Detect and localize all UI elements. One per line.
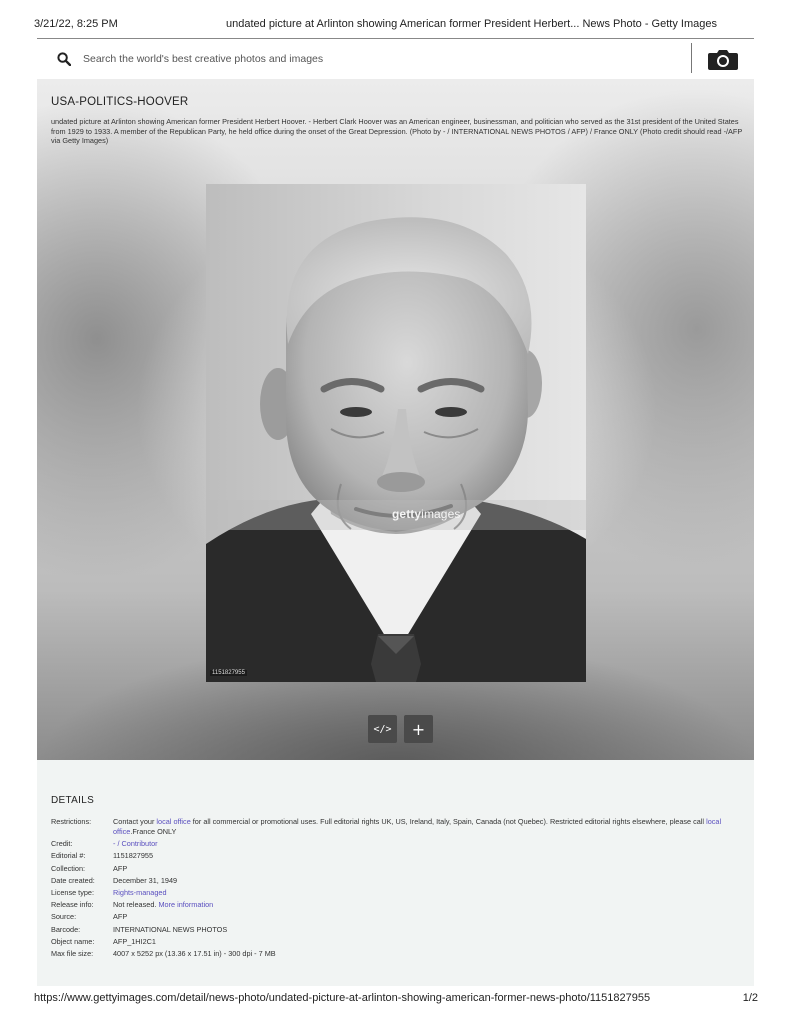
credit-link[interactable]: - / Contributor: [113, 839, 158, 848]
print-page-title: undated picture at Arlinton showing American former President Herbert... News Photo - Getty Images: [226, 18, 717, 30]
barcode-value: INTERNATIONAL NEWS PHOTOS: [113, 925, 228, 934]
editorial-value: 1151827955: [113, 851, 154, 860]
release-info-value: Not released. More information: [113, 900, 214, 909]
max-file-size-value: 4007 x 5252 px (13.36 x 17.51 in) - 300 dpi - 7 MB: [113, 949, 276, 958]
date-created-label: Date created:: [51, 876, 95, 885]
search-divider: [691, 43, 692, 73]
local-office-link-2[interactable]: local office: [113, 817, 722, 836]
getty-watermark: gettyimages: [392, 507, 461, 521]
max-file-size-label: Max file size:: [51, 949, 94, 958]
search-icon[interactable]: [57, 52, 71, 66]
local-office-link[interactable]: local office: [156, 817, 191, 826]
details-heading: DETAILS: [51, 795, 95, 806]
object-name-value: AFP_1HI2C1: [113, 937, 156, 946]
source-label: Source:: [51, 912, 77, 921]
more-information-link[interactable]: More information: [158, 900, 214, 909]
source-value: AFP: [113, 912, 128, 921]
object-name-label: Object name:: [51, 937, 95, 946]
collection-value: AFP: [113, 864, 128, 873]
portrait-graphic: [206, 184, 586, 682]
release-info-label: Release info:: [51, 900, 94, 909]
details-panel: [37, 760, 754, 986]
camera-icon[interactable]: [707, 47, 739, 71]
embed-button[interactable]: </>: [368, 715, 397, 743]
search-bar: [37, 38, 754, 80]
print-date: 3/21/22, 8:25 PM: [34, 18, 118, 30]
image-hero: [37, 79, 754, 760]
print-footer: [0, 992, 792, 1012]
search-input[interactable]: [83, 50, 643, 68]
hoover-photo[interactable]: [206, 184, 586, 682]
image-caption: undated picture at Arlinton showing American former President Herbert Hoover. - Herbert Clark Hoover was an American engineer, businessman, and politician who served as the 31st president of the United States from 1929 to 1933. A member of the Republican Party, he held office during the onset of the Great Depression. (Photo by - / INTERNATIONAL NEWS PHOTOS / AFP) / France ONLY (Photo credit should read -/AFP via Getty Images): [51, 117, 743, 146]
license-type-label: License type:: [51, 888, 94, 897]
editorial-label: Editorial #:: [51, 851, 86, 860]
photo-id-label: 1151827955: [212, 670, 245, 676]
restrictions-label: Restrictions:: [51, 817, 92, 826]
print-page-number: 1/2: [742, 992, 758, 1004]
image-title: USA-POLITICS-HOOVER: [51, 96, 189, 108]
collection-label: Collection:: [51, 864, 86, 873]
print-header: [0, 0, 792, 36]
license-type-link[interactable]: Rights-managed: [113, 888, 167, 897]
date-created-value: December 31, 1949: [113, 876, 178, 885]
barcode-label: Barcode:: [51, 925, 81, 934]
add-to-board-button[interactable]: +: [404, 715, 433, 743]
restrictions-value: Contact your local office for all commercial or promotional uses. Full editorial rights UK, US, Ireland, Italy, Spain, Canada (not Quebec). Restricted editorial rights elsewhere, please call local office.France ONLY: [113, 817, 722, 836]
print-url: https://www.gettyimages.com/detail/news-photo/undated-picture-at-arlinton-showing-american-former-news-photo/1151827955: [34, 992, 651, 1004]
credit-label: Credit:: [51, 839, 73, 848]
